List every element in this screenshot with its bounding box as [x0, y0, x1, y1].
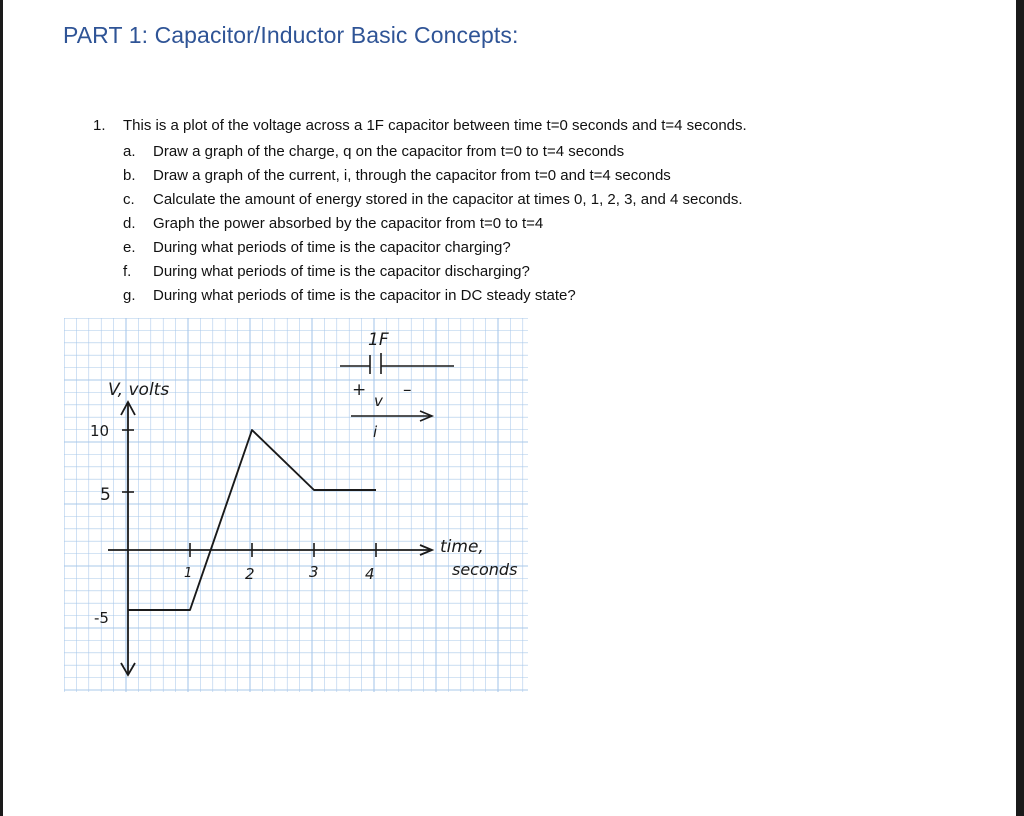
subquestion-text: During what periods of time is the capacitor in DC steady state?: [153, 287, 576, 304]
subquestion-item: [123, 284, 743, 308]
question-number: 1.: [93, 117, 106, 134]
subquestion-item: [123, 188, 743, 212]
page-edge-right: [1016, 0, 1024, 816]
x-tick-label: 1: [184, 566, 193, 581]
capacitor-value-label: 1F: [368, 330, 389, 350]
subquestion-text: During what periods of time is the capacitor discharging?: [153, 263, 530, 280]
subquestion-item: [123, 260, 743, 284]
subquestion-item: [123, 164, 743, 188]
plus-sign: +: [352, 380, 367, 400]
question-text: This is a plot of the voltage across a 1F capacitor between time t=0 seconds and t=4 seconds.: [123, 117, 747, 134]
x-tick-label: 3: [309, 563, 319, 581]
graph-paper-background: [64, 318, 528, 692]
subquestion-text: Calculate the amount of energy stored in the capacitor at times 0, 1, 2, 3, and 4 seconds.: [153, 191, 743, 208]
subquestion-letter: g.: [123, 287, 136, 304]
subquestion-text: Draw a graph of the charge, q on the capacitor from t=0 to t=4 seconds: [153, 143, 625, 160]
subquestion-text: Graph the power absorbed by the capacitor from t=0 to t=4: [153, 215, 544, 232]
y-tick-label: 10: [90, 422, 110, 440]
subquestion-text: Draw a graph of the current, i, through the capacitor from t=0 and t=4 seconds: [153, 167, 671, 184]
subquestion-text: During what periods of time is the capacitor charging?: [153, 239, 511, 256]
subquestion-letter: b.: [123, 167, 136, 184]
y-axis-label: V, volts: [108, 380, 170, 400]
y-tick-label: 5: [100, 485, 111, 505]
subquestion-letter: d.: [123, 215, 136, 232]
subquestion-item: [123, 212, 743, 236]
subquestion-letter: f.: [123, 263, 132, 280]
x-axis-label-line2: seconds: [452, 560, 518, 579]
subquestion-list: [123, 140, 743, 308]
question-1: [93, 117, 747, 134]
x-tick-label: 4: [365, 565, 375, 583]
subquestion-item: [123, 236, 743, 260]
voltage-plot-figure: [64, 318, 528, 692]
page-edge-left: [0, 0, 3, 816]
subquestion-item: [123, 140, 743, 164]
x-axis-label-line1: time,: [440, 537, 484, 557]
subquestion-letter: a.: [123, 143, 136, 160]
voltage-symbol: v: [374, 392, 383, 410]
subquestion-letter: e.: [123, 239, 136, 256]
y-tick-label: -5: [94, 609, 109, 627]
minus-sign: –: [403, 380, 412, 400]
page-title: PART 1: Capacitor/Inductor Basic Concepts:: [63, 22, 519, 48]
subquestion-letter: c.: [123, 191, 135, 208]
current-symbol: i: [373, 423, 378, 441]
x-tick-label: 2: [245, 565, 255, 583]
